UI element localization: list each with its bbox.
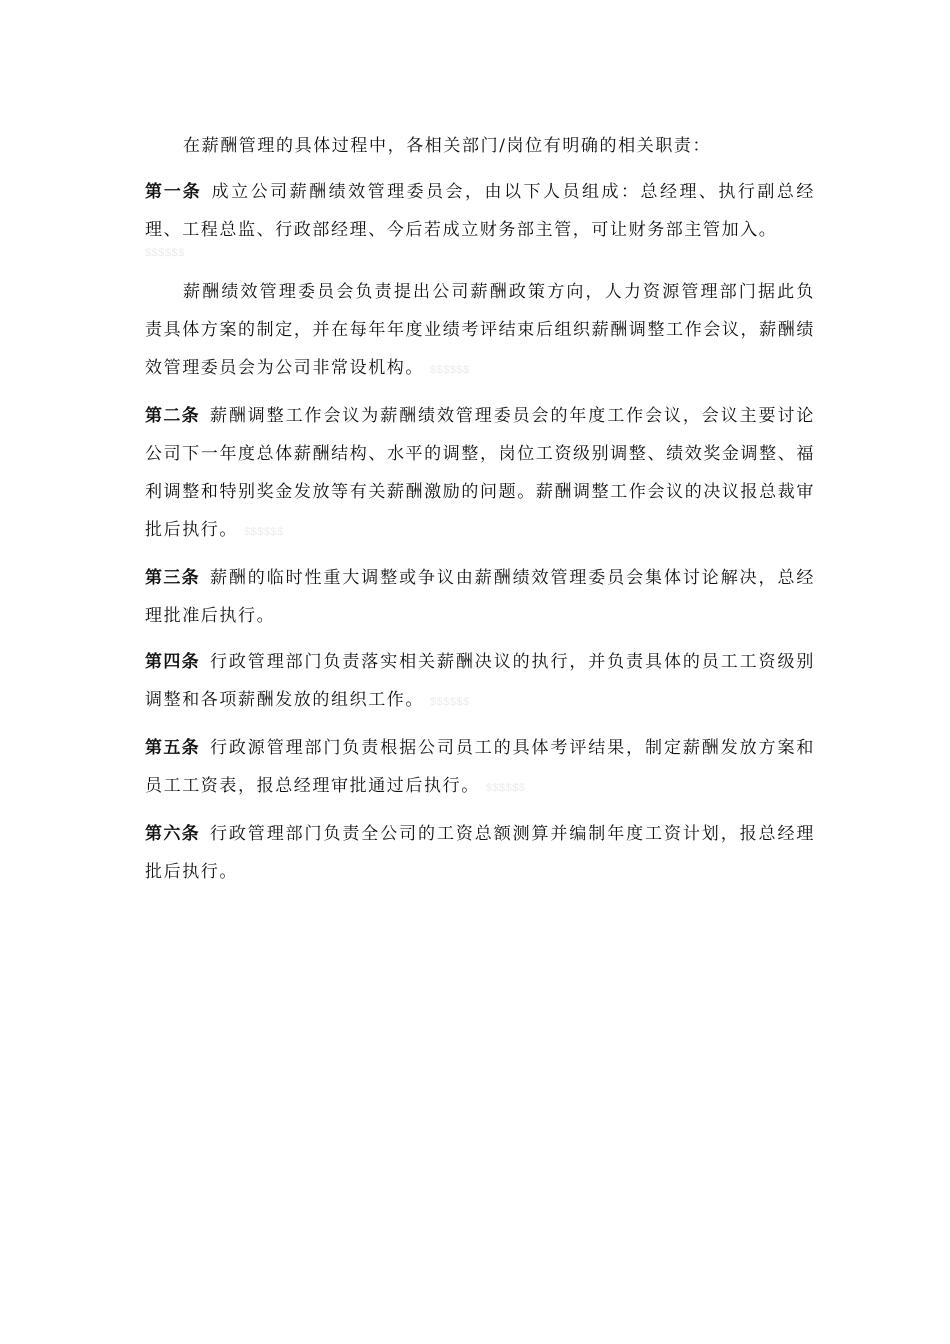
article-text: 行政管理部门负责全公司的工资总额测算并编制年度工资计划，报总经理批后执行。 [145,824,815,882]
article-text: 薪酬的临时性重大调整或争议由薪酬绩效管理委员会集体讨论解决，总经理批准后执行。 [145,568,815,626]
document-body [145,127,815,899]
article-label: 第六条 [145,824,200,844]
article-2 [145,397,815,551]
article-4 [145,643,815,721]
article-text: 行政源管理部门负责根据公司员工的具体考评结果，制定薪酬发放方案和员工工资表，报总经理审批通过后执行。 [145,738,815,796]
faint-watermark-text: $$$$$$ [145,247,185,259]
article-text: 薪酬调整工作会议为薪酬绩效管理委员会的年度工作会议，会议主要讨论公司下一年度总体薪酬结构、水平的调整，岗位工资级别调整、绩效奖金调整、福利调整和特别奖金发放等有关薪酬激励的问题。薪酬调整工作会议的决议报总裁审批后执行。 [145,406,815,540]
intro-paragraph [145,127,815,165]
article-5 [145,729,815,807]
article-text: 成立公司薪酬绩效管理委员会，由以下人员组成：总经理、执行副总经理、工程总监、行政部经理、今后若成立财务部主管，可让财务部主管加入。 [145,182,815,240]
article-3 [145,559,815,635]
faint-watermark-text: $$$$$$ [485,782,526,794]
faint-watermark-text: $$$$$$ [430,364,470,376]
article-label: 第三条 [145,568,200,588]
faint-watermark-text: $$$$$$ [244,526,284,538]
article-text: 薪酬绩效管理委员会负责提出公司薪酬政策方向，人力资源管理部门据此负责具体方案的制定，并在每年年度业绩考评结束后组织薪酬调整工作会议，薪酬绩效管理委员会为公司非常设机构。 [145,282,815,378]
article-label: 第五条 [145,738,200,758]
article-text: 行政管理部门负责落实相关薪酬决议的执行，并负责具体的员工工资级别调整和各项薪酬发放的组织工作。 [145,652,815,710]
intro-text: 在薪酬管理的具体过程中，各相关部门/岗位有明确的相关职责： [183,136,712,156]
faint-watermark-text: $$$$$$ [430,696,470,708]
article-label: 第四条 [145,652,200,672]
article-1 [145,173,815,263]
article-label: 第二条 [145,406,200,426]
article-1-continuation [145,273,815,389]
article-label: 第一条 [145,182,202,202]
article-6 [145,815,815,891]
